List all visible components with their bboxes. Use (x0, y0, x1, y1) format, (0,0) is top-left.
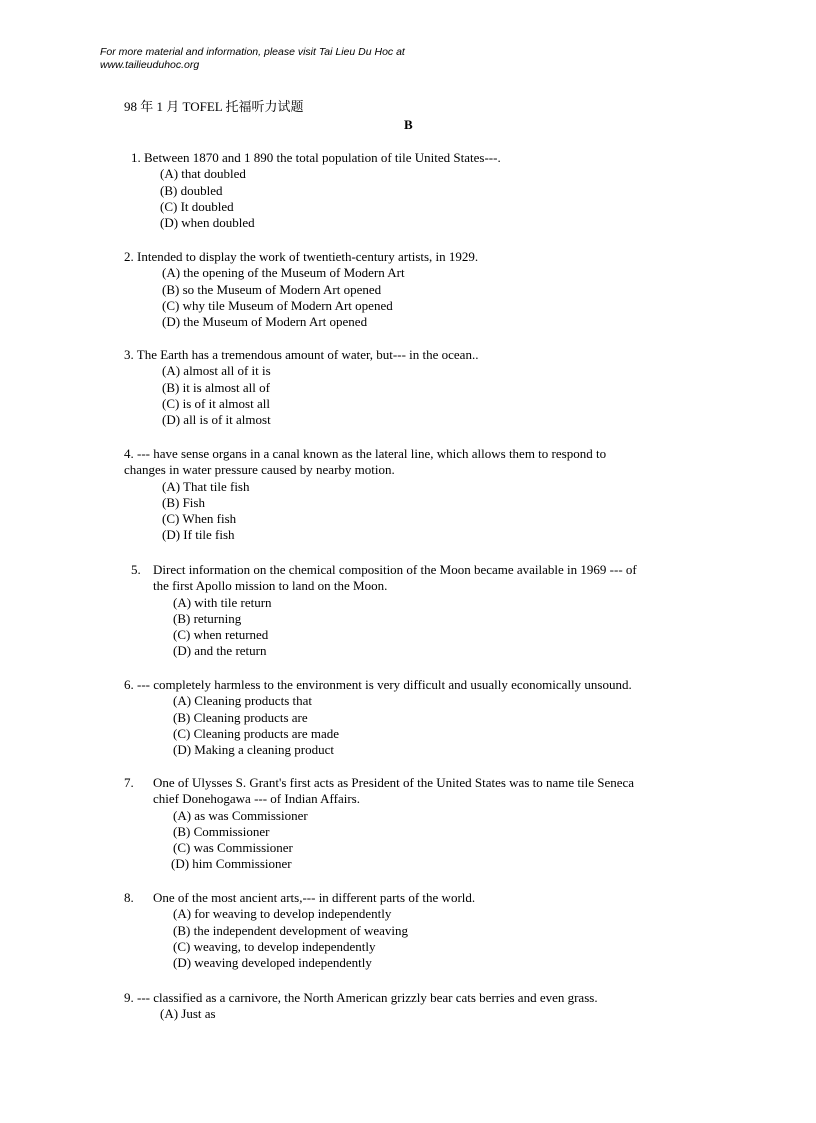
question-stem-line-1: 4. --- have sense organs in a canal known as the lateral line, which allows them to respond to (124, 446, 607, 461)
question-stem: 1. Between 1870 and 1 890 the total population of tile United States---. (131, 150, 501, 165)
question-4 (124, 446, 606, 544)
question-stem-line-1: One of Ulysses S. Grant's first acts as President of the United States was to name tile Seneca (153, 775, 635, 790)
option-c: (C) weaving, to develop independently (173, 938, 376, 954)
question-stem-line-2: chief Donehogawa --- of Indian Affairs. (153, 791, 360, 807)
option-b: (B) Cleaning products are (173, 709, 308, 725)
question-7 (124, 775, 634, 873)
question-stem: 9. --- classified as a carnivore, the North American grizzly bear cats berries and even grass. (124, 990, 598, 1005)
site-header-note (100, 46, 405, 72)
section-label: B (404, 117, 413, 132)
question-6 (124, 677, 632, 758)
question-stem: 2. Intended to display the work of twentieth-century artists, in 1929. (124, 249, 479, 264)
question-stem: One of the most ancient arts,--- in different parts of the world. (153, 890, 476, 905)
question-5 (131, 562, 637, 660)
question-number: 8. (124, 890, 134, 905)
option-d: (D) Making a cleaning product (173, 742, 335, 758)
question-number: 5. (131, 562, 141, 577)
option-a: (A) that doubled (160, 166, 246, 182)
option-d: (D) all is of it almost (162, 412, 271, 428)
question-2 (124, 249, 478, 330)
header-line-1: For more material and information, please visit Tai Lieu Du Hoc at (100, 46, 405, 58)
header-url: www.tailieuduhoc.org (100, 59, 200, 71)
option-d: (D) weaving developed independently (173, 955, 372, 971)
option-c: (C) Cleaning products are made (173, 725, 340, 741)
option-a: (A) with tile return (173, 594, 272, 610)
question-1 (131, 150, 501, 231)
question-stem-line-1: Direct information on the chemical composition of the Moon became available in 1969 --- of (153, 562, 637, 577)
option-d: (D) the Museum of Modern Art opened (162, 314, 368, 330)
option-d: (D) him Commissioner (171, 856, 292, 872)
option-b: (B) doubled (160, 182, 223, 198)
option-b: (B) Commissioner (173, 823, 270, 839)
option-b: (B) Fish (162, 494, 205, 510)
option-c: (C) when returned (173, 627, 269, 643)
option-a: (A) Just as (160, 1006, 216, 1022)
option-b: (B) returning (173, 610, 242, 626)
option-c: (C) is of it almost all (162, 395, 270, 411)
option-b: (B) it is almost all of (162, 379, 270, 395)
option-d: (D) when doubled (160, 215, 255, 231)
question-number: 7. (124, 775, 134, 790)
option-a: (A) almost all of it is (162, 363, 271, 379)
question-stem-line-2: the first Apollo mission to land on the Moon. (153, 578, 388, 594)
option-a: (A) Cleaning products that (173, 693, 312, 709)
option-d: (D) If tile fish (162, 527, 235, 543)
page-title: 98 年 1 月 TOFEL 托福听力试题 (124, 99, 304, 114)
option-a: (A) for weaving to develop independently (173, 906, 392, 922)
option-c: (C) why tile Museum of Modern Art opened (162, 297, 393, 313)
question-8 (124, 890, 475, 971)
option-c: (C) was Commissioner (173, 840, 293, 856)
question-3 (124, 347, 478, 428)
option-a: (A) as was Commissioner (173, 807, 308, 823)
option-b: (B) the independent development of weaving (173, 922, 409, 938)
option-c: (C) It doubled (160, 198, 234, 214)
question-stem: 3. The Earth has a tremendous amount of water, but--- in the ocean.. (124, 347, 479, 362)
question-9 (124, 990, 598, 1023)
option-a: (A) That tile fish (162, 478, 250, 494)
option-a: (A) the opening of the Museum of Modern Art (162, 265, 405, 281)
option-d: (D) and the return (173, 643, 267, 659)
question-stem-line-2: changes in water pressure caused by nearby motion. (124, 462, 395, 478)
option-b: (B) so the Museum of Modern Art opened (162, 281, 382, 297)
option-c: (C) When fish (162, 511, 237, 527)
question-stem: 6. --- completely harmless to the environment is very difficult and usually economically unsound. (124, 677, 632, 692)
